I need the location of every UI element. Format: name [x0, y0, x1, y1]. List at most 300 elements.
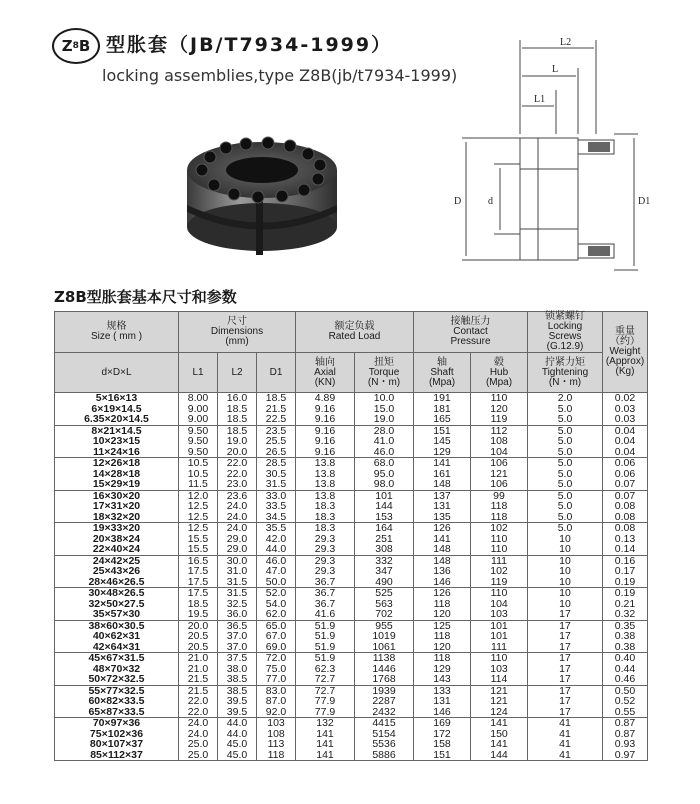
table-cell: 5×16×13 [55, 393, 179, 404]
table-cell: 16×30×20 [55, 490, 179, 501]
table-cell: 98.0 [355, 479, 414, 490]
header-dims-en: Dimensions [210, 326, 264, 337]
table-cell: 77.0 [257, 674, 296, 685]
table-cell: 25.5 [257, 436, 296, 447]
table-cell: 29.3 [296, 555, 355, 566]
table-cell: 20.5 [179, 642, 218, 653]
table-cell: 47.0 [257, 566, 296, 577]
table-cell: 18.3 [296, 501, 355, 512]
header-torque-unit: (N・m) [367, 376, 401, 388]
table-cell: 36.7 [296, 588, 355, 599]
table-cell: 131 [414, 501, 471, 512]
table-cell: 125 [414, 620, 471, 631]
header-contact-pressure [414, 312, 528, 353]
header-weight [603, 312, 648, 393]
table-cell: 12×26×18 [55, 458, 179, 469]
table-cell: 10.0 [355, 393, 414, 404]
table-cell: 44.0 [257, 544, 296, 555]
table-cell: 9.00 [179, 404, 218, 415]
table-cell: 112 [471, 425, 528, 436]
table-cell: 18.3 [296, 512, 355, 523]
table-cell: 9.16 [296, 447, 355, 458]
table-cell: 347 [355, 566, 414, 577]
table-cell: 10.5 [179, 469, 218, 480]
table-cell: 5536 [355, 739, 414, 750]
table-row [55, 609, 648, 620]
table-cell: 95.0 [355, 469, 414, 480]
table-cell: 18.5 [257, 393, 296, 404]
table-cell: 15.0 [355, 404, 414, 415]
table-cell: 103 [257, 718, 296, 729]
table-cell: 17.5 [179, 577, 218, 588]
table-cell: 119 [471, 577, 528, 588]
table-cell: 18.3 [296, 523, 355, 534]
table-cell: 21.0 [179, 653, 218, 664]
table-cell: 110 [471, 534, 528, 545]
table-cell: 169 [414, 718, 471, 729]
table-cell: 0.87 [603, 718, 648, 729]
table-cell: 92.0 [257, 707, 296, 718]
table-cell: 32.5 [218, 599, 257, 610]
header-locking-screws [528, 312, 603, 353]
table-cell: 36.7 [296, 599, 355, 610]
header-shaft-en: Shaft [430, 366, 454, 378]
header-hub-en: Hub [489, 366, 509, 378]
table-cell: 1138 [355, 653, 414, 664]
table-cell: 955 [355, 620, 414, 631]
table-row [55, 566, 648, 577]
table-row [55, 544, 648, 555]
table-row [55, 674, 648, 685]
header-torque-en: Torque [368, 366, 400, 378]
table-cell: 0.17 [603, 566, 648, 577]
table-cell: 17 [528, 696, 603, 707]
table-cell: 19×33×20 [55, 523, 179, 534]
label-L1: L1 [534, 94, 546, 105]
table-cell: 145 [414, 436, 471, 447]
header-size [55, 312, 179, 353]
table-cell: 40×62×31 [55, 631, 179, 642]
table-cell: 39.5 [218, 696, 257, 707]
table-cell: 30.5 [257, 469, 296, 480]
specs-table-body [55, 393, 648, 761]
table-row [55, 739, 648, 750]
table-cell: 0.08 [603, 523, 648, 534]
table-cell: 29.3 [296, 534, 355, 545]
table-cell: 9.16 [296, 414, 355, 425]
table-cell: 9.50 [179, 436, 218, 447]
table-cell: 32×50×27.5 [55, 599, 179, 610]
table-cell: 0.04 [603, 447, 648, 458]
table-cell: 19.0 [218, 436, 257, 447]
table-cell: 5154 [355, 729, 414, 740]
table-cell: 15×29×19 [55, 479, 179, 490]
table-cell: 31.0 [218, 566, 257, 577]
table-cell: 121 [471, 469, 528, 480]
table-cell: 22.0 [218, 458, 257, 469]
table-cell: 51.9 [296, 631, 355, 642]
table-cell: 72.7 [296, 685, 355, 696]
header-load-en: Rated Load [328, 331, 381, 342]
table-cell: 41.6 [296, 609, 355, 620]
table-cell: 55×77×32.5 [55, 685, 179, 696]
table-row [55, 577, 648, 588]
header-hub-cn: 毂 [494, 356, 504, 368]
table-cell: 20.5 [179, 631, 218, 642]
table-row [55, 436, 648, 447]
table-cell: 70×97×36 [55, 718, 179, 729]
table-cell: 101 [471, 620, 528, 631]
table-cell: 9.50 [179, 447, 218, 458]
table-cell: 120 [414, 609, 471, 620]
table-cell: 118 [414, 599, 471, 610]
table-cell: 17 [528, 631, 603, 642]
table-cell: 38.0 [218, 664, 257, 675]
table-cell: 24.0 [218, 523, 257, 534]
table-cell: 17 [528, 685, 603, 696]
table-cell: 77.9 [296, 696, 355, 707]
table-cell: 108 [257, 729, 296, 740]
table-cell: 9.16 [296, 436, 355, 447]
table-cell: 136 [414, 566, 471, 577]
table-row [55, 631, 648, 642]
table-row [55, 718, 648, 729]
table-cell: 26.5 [257, 447, 296, 458]
table-cell: 21.5 [257, 404, 296, 415]
table-cell: 13.8 [296, 490, 355, 501]
header-shaft-cn: 轴 [437, 356, 447, 368]
table-cell: 18×32×20 [55, 512, 179, 523]
table-cell: 0.46 [603, 674, 648, 685]
table-cell: 28×46×26.5 [55, 577, 179, 588]
table-row [55, 750, 648, 761]
table-cell: 0.32 [603, 609, 648, 620]
table-cell: 0.16 [603, 555, 648, 566]
table-cell: 23.6 [218, 490, 257, 501]
table-cell: 5.0 [528, 512, 603, 523]
table-cell: 51.9 [296, 653, 355, 664]
table-cell: 129 [414, 447, 471, 458]
table-cell: 148 [414, 544, 471, 555]
table-cell: 0.52 [603, 696, 648, 707]
table-cell: 17 [528, 664, 603, 675]
table-cell: 5886 [355, 750, 414, 761]
header-screws-en2: Screws [548, 331, 582, 342]
table-cell: 702 [355, 609, 414, 620]
header-torque-cn: 扭矩 [374, 356, 394, 368]
table-cell: 62.0 [257, 609, 296, 620]
table-cell: 12.5 [179, 512, 218, 523]
table-cell: 28.5 [257, 458, 296, 469]
table-cell: 251 [355, 534, 414, 545]
table-cell: 146 [414, 707, 471, 718]
table-cell: 0.93 [603, 739, 648, 750]
table-cell: 16.0 [218, 393, 257, 404]
table-cell: 332 [355, 555, 414, 566]
dimension-drawing [438, 34, 688, 284]
table-cell: 29.0 [218, 544, 257, 555]
label-D: D [454, 196, 462, 207]
table-cell: 5.0 [528, 436, 603, 447]
table-cell: 118 [471, 512, 528, 523]
table-cell: 0.19 [603, 588, 648, 599]
table-cell: 48×70×32 [55, 664, 179, 675]
table-cell: 65×87×33.5 [55, 707, 179, 718]
table-cell: 17 [528, 609, 603, 620]
table-cell: 60×82×33.5 [55, 696, 179, 707]
table-row [55, 642, 648, 653]
table-cell: 0.44 [603, 664, 648, 675]
table-cell: 31.5 [218, 588, 257, 599]
table-cell: 72.0 [257, 653, 296, 664]
table-cell: 2287 [355, 696, 414, 707]
table-cell: 19.5 [179, 609, 218, 620]
table-cell: 102 [471, 523, 528, 534]
table-cell: 30×48×26.5 [55, 588, 179, 599]
table-cell: 33.5 [257, 501, 296, 512]
header-load-cn: 额定负载 [334, 321, 375, 332]
table-cell: 120 [471, 404, 528, 415]
table-cell: 15.5 [179, 534, 218, 545]
table-cell: 108 [471, 436, 528, 447]
table-cell: 0.97 [603, 750, 648, 761]
table-cell: 9.16 [296, 404, 355, 415]
header-dims-cn: 尺寸 [227, 316, 247, 327]
table-cell: 141 [471, 739, 528, 750]
table-cell: 151 [414, 425, 471, 436]
table-cell: 150 [471, 729, 528, 740]
table-cell: 110 [471, 588, 528, 599]
table-cell: 52.0 [257, 588, 296, 599]
table-cell: 99 [471, 490, 528, 501]
header-screws-cn: 锁紧螺钉 [545, 311, 585, 322]
table-cell: 68.0 [355, 458, 414, 469]
table-cell: 102 [471, 566, 528, 577]
table-row [55, 414, 648, 425]
page-subtitle: locking assemblies,type Z8B(jb/t7934-1999) [102, 66, 458, 85]
table-row [55, 479, 648, 490]
table-cell: 5.0 [528, 501, 603, 512]
table-cell: 113 [257, 739, 296, 750]
table-cell: 0.87 [603, 729, 648, 740]
table-cell: 181 [414, 404, 471, 415]
table-cell: 1019 [355, 631, 414, 642]
table-cell: 141 [296, 729, 355, 740]
badge-letter-b: B [78, 37, 91, 55]
table-cell: 0.13 [603, 534, 648, 545]
table-cell: 67.0 [257, 631, 296, 642]
table-row [55, 393, 648, 404]
table-cell: 120 [414, 642, 471, 653]
header-axial [296, 353, 355, 393]
table-cell: 0.50 [603, 685, 648, 696]
table-cell: 19.0 [355, 414, 414, 425]
table-row [55, 512, 648, 523]
table-cell: 31.5 [257, 479, 296, 490]
header-tight-cn: 拧紧力矩 [545, 356, 585, 368]
table-cell: 111 [471, 642, 528, 653]
table-row [55, 458, 648, 469]
table-cell: 38×60×30.5 [55, 620, 179, 631]
table-row [55, 588, 648, 599]
table-cell: 0.04 [603, 425, 648, 436]
table-cell: 29.0 [218, 534, 257, 545]
table-cell: 30.0 [218, 555, 257, 566]
table-cell: 12.5 [179, 501, 218, 512]
table-cell: 144 [355, 501, 414, 512]
table-cell: 21.0 [179, 664, 218, 675]
table-cell: 37.5 [218, 653, 257, 664]
table-cell: 28.0 [355, 425, 414, 436]
table-cell: 132 [296, 718, 355, 729]
table-cell: 10×23×15 [55, 436, 179, 447]
table-cell: 85×112×37 [55, 750, 179, 761]
table-cell: 9.50 [179, 425, 218, 436]
table-cell: 5.0 [528, 447, 603, 458]
table-cell: 525 [355, 588, 414, 599]
table-row [55, 501, 648, 512]
table-cell: 5.0 [528, 404, 603, 415]
table-cell: 22×40×24 [55, 544, 179, 555]
table-cell: 31.5 [218, 577, 257, 588]
table-cell: 118 [471, 501, 528, 512]
table-cell: 126 [414, 523, 471, 534]
table-cell: 15.5 [179, 544, 218, 555]
table-cell: 41 [528, 750, 603, 761]
table-cell: 80×107×37 [55, 739, 179, 750]
header-dxDxL: d×D×L [55, 353, 179, 393]
table-cell: 0.03 [603, 404, 648, 415]
header-screws-grade: (G.12.9) [546, 341, 584, 352]
table-cell: 18.5 [218, 404, 257, 415]
table-cell: 106 [471, 458, 528, 469]
table-row [55, 696, 648, 707]
header-weight-cn: 重量（约） [610, 326, 640, 347]
table-cell: 10 [528, 599, 603, 610]
table-cell: 20.0 [218, 447, 257, 458]
table-title: Z8B型胀套基本尺寸和参数 [54, 288, 237, 306]
table-cell: 17.5 [179, 588, 218, 599]
table-cell: 10 [528, 544, 603, 555]
table-cell: 0.06 [603, 458, 648, 469]
header-rated-load [296, 312, 414, 353]
table-cell: 13.8 [296, 458, 355, 469]
table-cell: 45×67×31.5 [55, 653, 179, 664]
table-cell: 10 [528, 534, 603, 545]
table-cell: 22.0 [218, 469, 257, 480]
table-cell: 36.0 [218, 609, 257, 620]
table-cell: 17 [528, 653, 603, 664]
table-cell: 13.8 [296, 469, 355, 480]
table-cell: 1446 [355, 664, 414, 675]
header-D1: D1 [257, 353, 296, 393]
table-cell: 24.0 [179, 729, 218, 740]
table-row [55, 707, 648, 718]
badge-letter-z: Z [61, 37, 73, 55]
table-cell: 5.0 [528, 469, 603, 480]
table-cell: 172 [414, 729, 471, 740]
table-cell: 563 [355, 599, 414, 610]
header-weight-unit: (Kg) [615, 366, 635, 377]
table-cell: 25.0 [179, 750, 218, 761]
header-pressure-en2: Pressure [450, 336, 491, 347]
table-cell: 5.0 [528, 425, 603, 436]
specs-table [54, 311, 648, 761]
table-cell: 126 [414, 588, 471, 599]
table-cell: 36.5 [218, 620, 257, 631]
table-cell: 18.5 [218, 414, 257, 425]
label-L: L [552, 64, 559, 75]
product-photo [172, 115, 352, 265]
table-cell: 17 [528, 674, 603, 685]
page-title: 型胀套（JB/T7934-1999） [106, 34, 393, 56]
table-cell: 17 [528, 707, 603, 718]
table-cell: 0.08 [603, 512, 648, 523]
table-cell: 44.0 [218, 729, 257, 740]
table-cell: 17 [528, 642, 603, 653]
table-cell: 51.9 [296, 620, 355, 631]
table-cell: 10 [528, 577, 603, 588]
table-cell: 5.0 [528, 490, 603, 501]
header-tight-en: Tightening [541, 366, 589, 378]
table-cell: 118 [257, 750, 296, 761]
table-cell: 37.0 [218, 631, 257, 642]
table-cell: 75×102×36 [55, 729, 179, 740]
table-cell: 133 [414, 685, 471, 696]
table-cell: 50×72×32.5 [55, 674, 179, 685]
table-cell: 87.0 [257, 696, 296, 707]
table-cell: 33.0 [257, 490, 296, 501]
table-cell: 129 [414, 664, 471, 675]
header-tightening [528, 353, 603, 393]
table-cell: 158 [414, 739, 471, 750]
table-cell: 34.5 [257, 512, 296, 523]
table-cell: 101 [471, 631, 528, 642]
table-cell: 9.16 [296, 425, 355, 436]
table-cell: 0.04 [603, 436, 648, 447]
table-cell: 75.0 [257, 664, 296, 675]
table-cell: 1768 [355, 674, 414, 685]
table-cell: 23.0 [218, 479, 257, 490]
header-screws-en1: Locking [547, 321, 583, 332]
table-cell: 10.5 [179, 458, 218, 469]
table-cell: 2432 [355, 707, 414, 718]
table-cell: 119 [471, 414, 528, 425]
table-cell: 21.5 [179, 685, 218, 696]
table-cell: 135 [414, 512, 471, 523]
header-hub [471, 353, 528, 393]
table-cell: 18.5 [218, 425, 257, 436]
table-cell: 22.0 [179, 696, 218, 707]
table-cell: 50.0 [257, 577, 296, 588]
table-cell: 110 [471, 653, 528, 664]
table-cell: 137 [414, 490, 471, 501]
header-pressure-en1: Contact [453, 326, 488, 337]
table-cell: 191 [414, 393, 471, 404]
table-cell: 38.5 [218, 674, 257, 685]
table-cell: 6.35×20×14.5 [55, 414, 179, 425]
table-cell: 164 [355, 523, 414, 534]
table-cell: 22.5 [257, 414, 296, 425]
table-cell: 308 [355, 544, 414, 555]
table-cell: 17×31×20 [55, 501, 179, 512]
header-axial-unit: (KN) [314, 376, 336, 388]
table-cell: 1061 [355, 642, 414, 653]
table-cell: 131 [414, 696, 471, 707]
header-dims-unit: (mm) [225, 336, 249, 347]
table-row [55, 447, 648, 458]
header-torque [355, 353, 414, 393]
